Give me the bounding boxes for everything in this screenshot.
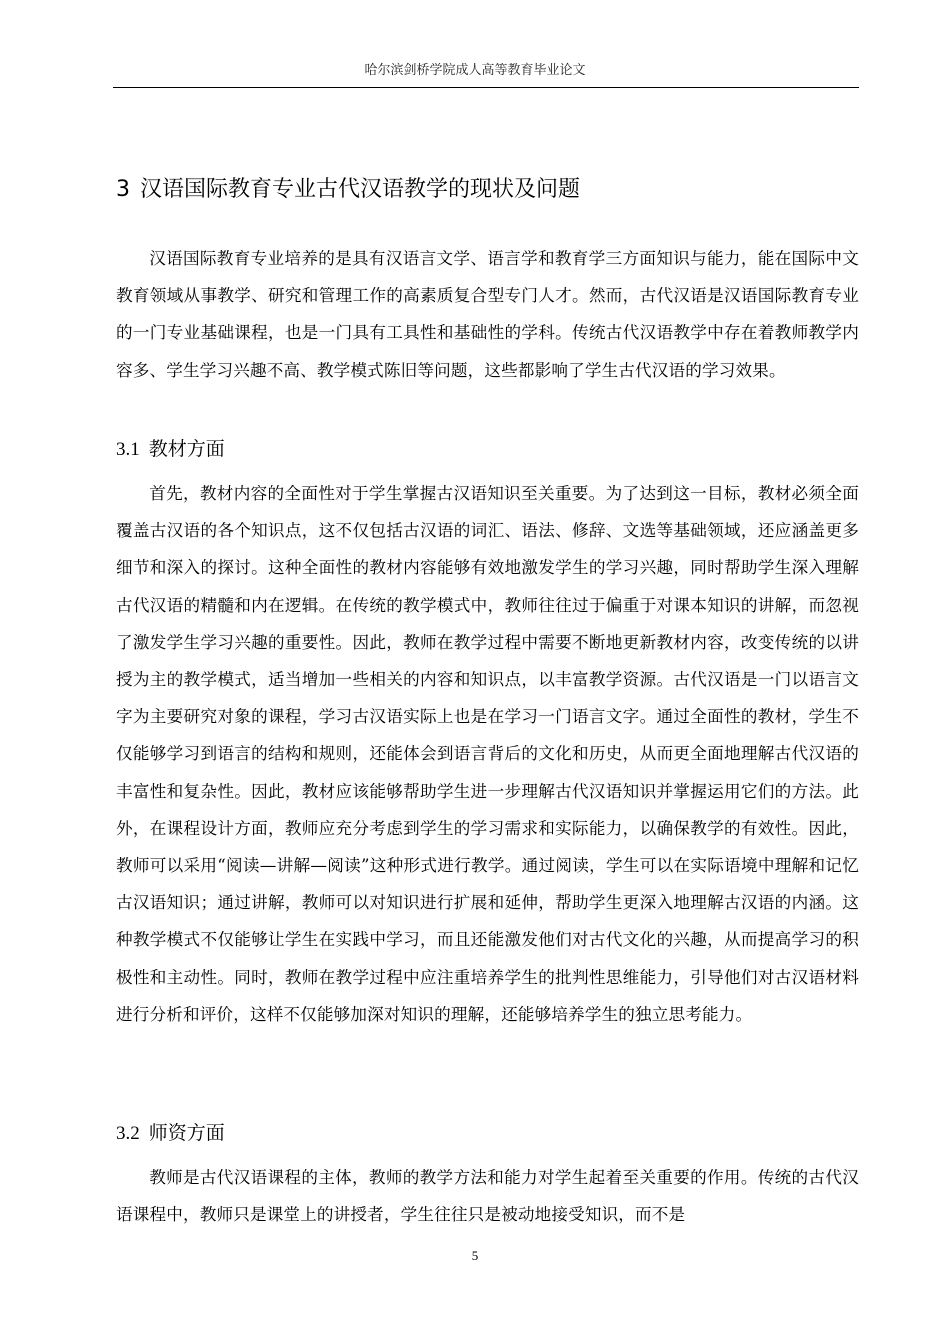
section-title: 教材方面 bbox=[148, 438, 225, 460]
section-title: 师资方面 bbox=[148, 1122, 225, 1144]
running-header: 哈尔滨剑桥学院成人高等教育毕业论文 bbox=[364, 63, 586, 78]
section-number: 3.2 bbox=[116, 1123, 140, 1144]
section-heading-3-1 bbox=[116, 436, 225, 463]
chapter-intro-paragraph: 汉语国际教育专业培养的是具有汉语言文学、语言学和教育学三方面知识与能力，能在国际中文教育领域从事教学、研究和管理工作的高素质复合型专门人才。然而，古代汉语是汉语国际教育专业的一门专业基础课程，也是一门具有工具性和基础性的学科。传统古代汉语教学中存在着教师教学内容多、学生学习兴趣不高、教学模式陈旧等问题，这些都影响了学生古代汉语的学习效果。 bbox=[116, 249, 859, 380]
chapter-heading bbox=[116, 175, 580, 205]
header-rule bbox=[113, 87, 859, 88]
chapter-title: 汉语国际教育专业古代汉语教学的现状及问题 bbox=[140, 177, 581, 202]
section-heading-3-2 bbox=[116, 1120, 225, 1147]
section-3-2-paragraph: 教师是古代汉语课程的主体，教师的教学方法和能力对学生起着至关重要的作用。传统的古代汉语课程中，教师只是课堂上的讲授者，学生往往只是被动地接受知识，而不是 bbox=[116, 1168, 859, 1225]
section-3-1-paragraph: 首先，教材内容的全面性对于学生掌握古汉语知识至关重要。为了达到这一目标，教材必须全面覆盖古汉语的各个知识点，这不仅包括古汉语的词汇、语法、修辞、文选等基础领域，还应涵盖更多细节和深入的探讨。这种全面性的教材内容能够有效地激发学生的学习兴趣，同时帮助学生深入理解古代汉语的精髓和内在逻辑。在传统的教学模式中，教师往往过于偏重于对课本知识的讲解，而忽视了激发学生学习兴趣的重要性。因此，教师在教学过程中需要不断地更新教材内容，改变传统的以讲授为主的教学模式，适当增加一些相关的内容和知识点，以丰富教学资源。古代汉语是一门以语言文字为主要研究对象的课程，学习古汉语实际上也是在学习一门语言文字。通过全面性的教材，学生不仅能够学习到语言的结构和规则，还能体会到语言背后的文化和历史，从而更全面地理解古代汉语的丰富性和复杂性。因此，教材应该能够帮助学生进一步理解古代汉语知识并掌握运用它们的方法。此外，在课程设计方面，教师应充分考虑到学生的学习需求和实际能力，以确保教学的有效性。因此，教师可以采用“阅读—讲解—阅读”这种形式进行教学。通过阅读，学生可以在实际语境中理解和记忆古汉语知识；通过讲解，教师可以对知识进行扩展和延伸，帮助学生更深入地理解古汉语的内涵。这种教学模式不仅能够让学生在实践中学习，而且还能激发他们对古代文化的兴趣，从而提高学习的积极性和主动性。同时，教师在教学过程中应注重培养学生的批判性思维能力，引导他们对古汉语材料进行分析和评价，这样不仅能够加深对知识的理解，还能够培养学生的独立思考能力。 bbox=[116, 484, 859, 1024]
page-number: 5 bbox=[471, 1248, 479, 1263]
section-number: 3.1 bbox=[116, 439, 140, 460]
chapter-number: 3 bbox=[116, 177, 130, 202]
